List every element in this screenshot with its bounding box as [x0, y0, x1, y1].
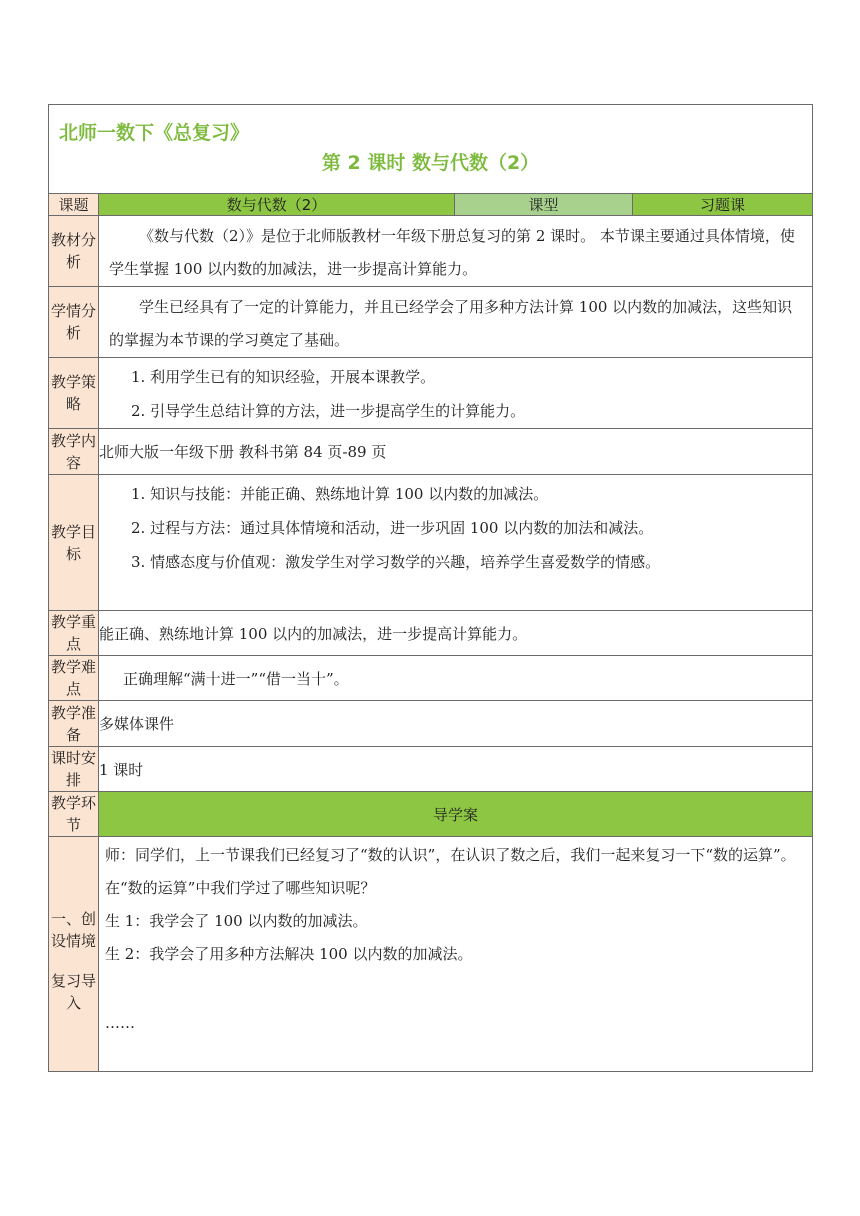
hours-text: 1 课时 — [99, 747, 813, 792]
section1-title: 一、创设情境 — [50, 910, 96, 950]
difficulties-row — [49, 656, 813, 701]
content-label: 教学内容 — [49, 429, 99, 475]
goals-label: 教学目标 — [49, 475, 99, 611]
steps-value: 导学案 — [99, 792, 813, 837]
lesson-subtitle: 第 2 课时 数与代数（2） — [321, 152, 540, 174]
steps-label: 教学环节 — [49, 792, 99, 837]
type-label: 课型 — [455, 194, 633, 216]
preparation-row — [49, 701, 813, 747]
content-row — [49, 429, 813, 475]
strategy-row — [49, 358, 813, 429]
goal-item: 2. 过程与方法：通过具体情境和活动，进一步巩固 100 以内数的加法和减法。 — [131, 519, 654, 537]
lesson-plan-table — [48, 104, 813, 1072]
section1-subtitle: 复习导入 — [50, 972, 96, 1012]
section1-label — [49, 837, 99, 1072]
difficulties-text: 正确理解“满十进一”“借一当十”。 — [99, 656, 813, 701]
goal-item: 1. 知识与技能：并能正确、熟练地计算 100 以内数的加减法。 — [131, 485, 549, 503]
preparation-label: 教学准备 — [49, 701, 99, 747]
steps-row — [49, 792, 813, 837]
section1-dialogue — [99, 837, 813, 1072]
dialogue-line: 生 1：我学会了 100 以内数的加减法。 — [105, 912, 368, 930]
students-row — [49, 287, 813, 358]
topic-value: 数与代数（2） — [99, 194, 455, 216]
dialogue-line: 师：同学们，上一节课我们已经复习了“数的认识”，在认识了数之后，我们一起来复习一下“数的运算”。在“数的运算”中我们学过了哪些知识呢？ — [105, 846, 796, 897]
topic-label: 课题 — [49, 194, 99, 216]
hours-label: 课时安排 — [49, 747, 99, 792]
goals-list — [99, 475, 813, 611]
key-points-row — [49, 611, 813, 656]
key-points-label: 教学重点 — [49, 611, 99, 656]
strategy-item: 2. 引导学生总结计算的方法，进一步提高学生的计算能力。 — [131, 402, 526, 420]
strategy-item: 1. 利用学生已有的知识经验，开展本课教学。 — [131, 368, 436, 386]
difficulties-label: 教学难点 — [49, 656, 99, 701]
lesson-plan-page — [48, 104, 812, 1072]
material-row — [49, 216, 813, 287]
hours-row — [49, 747, 813, 792]
goal-item: 3. 情感态度与价值观：激发学生对学习数学的兴趣，培养学生喜爱数学的情感。 — [131, 553, 661, 571]
preparation-text: 多媒体课件 — [99, 701, 813, 747]
key-points-text: 能正确、熟练地计算 100 以内的加减法，进一步提高计算能力。 — [99, 611, 813, 656]
material-text: 《数与代数（2）》是位于北师版教材一年级下册总复习的第 2 课时。 本节课主要通过具体情境，使学生掌握 100 以内数的加减法，进一步提高计算能力。 — [99, 216, 813, 287]
strategy-list — [99, 358, 813, 429]
material-label: 教材分析 — [49, 216, 99, 287]
section1-row — [49, 837, 813, 1072]
goals-row — [49, 475, 813, 611]
strategy-label: 教学策略 — [49, 358, 99, 429]
students-text: 学生已经具有了一定的计算能力，并且已经学会了用多种方法计算 100 以内数的加减法，这些知识的掌握为本节课的学习奠定了基础。 — [99, 287, 813, 358]
title-row — [49, 105, 813, 194]
topic-row — [49, 194, 813, 216]
document-title: 北师一数下《总复习》 — [59, 122, 250, 144]
content-text: 北师大版一年级下册 教科书第 84 页-89 页 — [99, 429, 813, 475]
dialogue-line: 生 2：我学会了用多种方法解决 100 以内数的加减法。 — [105, 945, 473, 963]
dialogue-ellipsis: …… — [105, 1014, 135, 1032]
students-label: 学情分析 — [49, 287, 99, 358]
type-value: 习题课 — [633, 194, 813, 216]
